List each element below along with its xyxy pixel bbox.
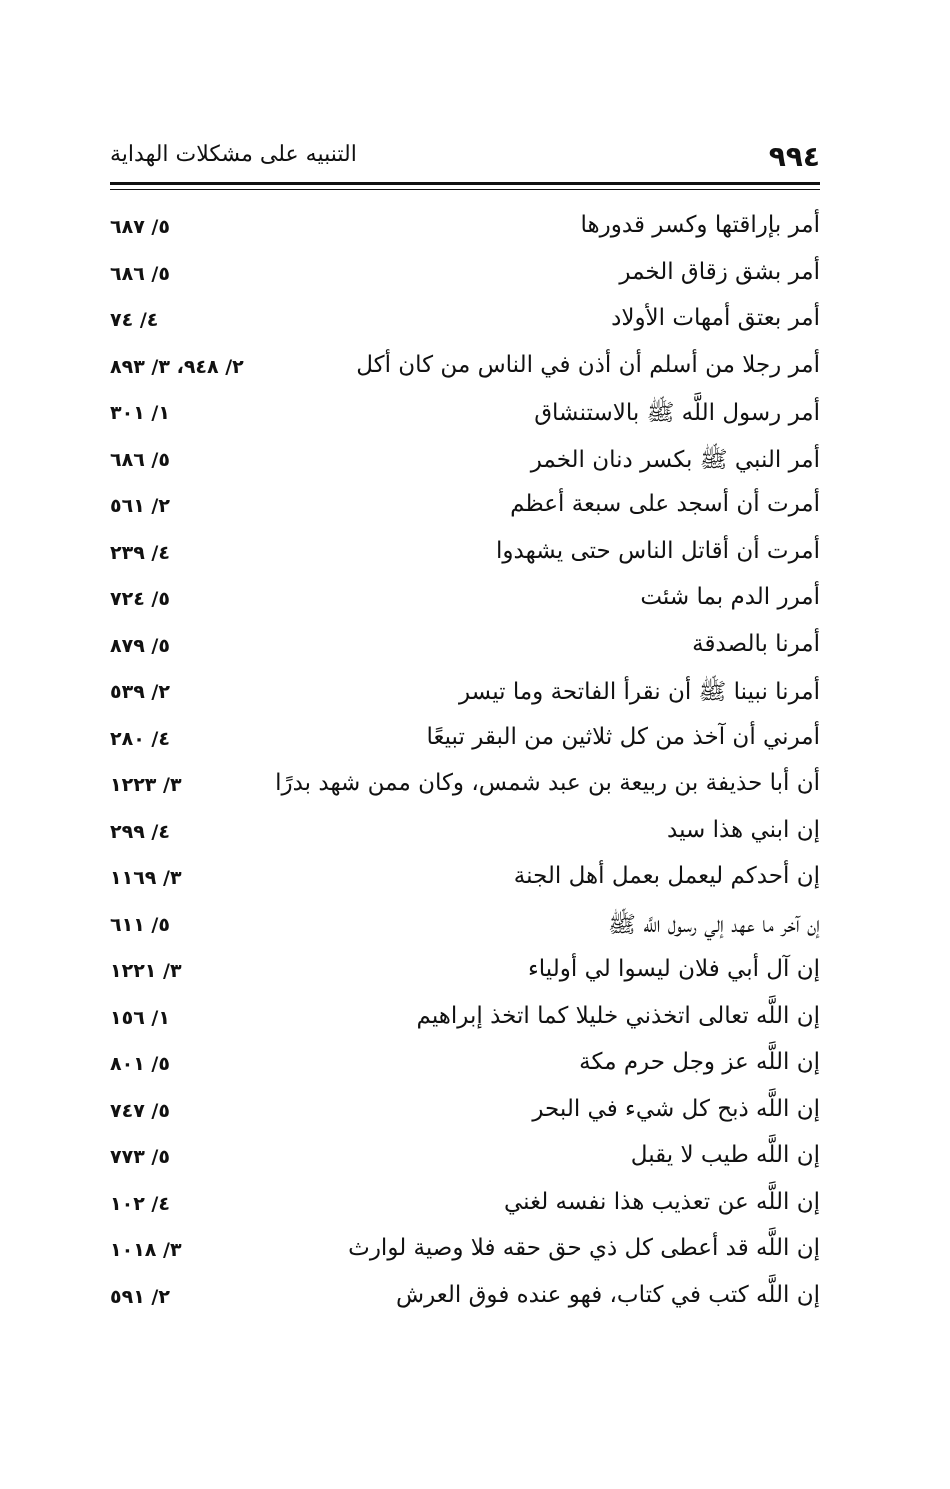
hadith-text: أمر رسول اللَّه ﷺ بالاستنشاق (534, 400, 820, 426)
running-title: التنبيه على مشكلات الهداية (110, 142, 357, 167)
index-entry (110, 532, 820, 579)
index-entry (110, 904, 820, 951)
hadith-text: إن اللَّه كتب في كتاب، فهو عنده فوق العرش (396, 1281, 820, 1308)
hadith-text: أمر رجلا من أسلم أن أذن في الناس من كان أكل (356, 351, 820, 378)
volume-page-ref: ٥/ ٨٠١ (110, 1053, 170, 1075)
hadith-text: أن أبا حذيفة بن ربيعة بن عبد شمس، وكان ممن شهد بدرًا (275, 770, 820, 796)
index-entry (110, 950, 820, 997)
index-entry (110, 764, 820, 811)
index-entry (110, 392, 820, 439)
hadith-text: أمر بإراقتها وكسر قدورها (580, 212, 820, 238)
volume-page-ref: ٥/ ٧٢٤ (110, 588, 170, 610)
volume-page-ref: ٥/ ٧٧٣ (110, 1146, 170, 1168)
hadith-text: إن آخر ما عهد إلي رسول اللَّه ﷺ (608, 911, 820, 938)
hadith-text: أمرر الدم بما شئت (640, 584, 820, 610)
volume-page-ref: ٤/ ٢٣٩ (110, 541, 170, 564)
volume-page-ref: ٥/ ٦٨٦ (110, 448, 170, 471)
index-entry (110, 1183, 820, 1230)
index-entries (110, 206, 820, 1322)
hadith-text: إن اللَّه عز وجل حرم مكة (579, 1049, 820, 1075)
volume-page-ref: ٢/ ٥٦١ (110, 495, 170, 517)
hadith-text: إن ابني هذا سيد (667, 816, 820, 843)
volume-page-ref: ٣/ ١٠١٨ (110, 1239, 182, 1261)
index-entry (110, 1276, 820, 1323)
volume-page-ref: ٥/ ٨٧٩ (110, 634, 170, 657)
index-entry (110, 253, 820, 300)
index-entry (110, 857, 820, 904)
volume-page-ref: ٣/ ١١٦٩ (110, 867, 182, 889)
hadith-text: إن اللَّه طيب لا يقبل (630, 1142, 820, 1168)
hadith-text: أمرت أن أسجد على سبعة أعظم (510, 491, 820, 517)
hadith-text: أمرت أن أقاتل الناس حتى يشهدوا (496, 537, 820, 564)
index-entry (110, 485, 820, 532)
index-entry (110, 1229, 820, 1276)
index-entry (110, 671, 820, 718)
volume-page-ref: ٤/ ١٠٢ (110, 1192, 170, 1215)
hadith-text: أمرنا بالصدقة (692, 630, 820, 657)
index-entry (110, 299, 820, 346)
index-entry (110, 811, 820, 858)
index-entry (110, 1090, 820, 1137)
index-entry (110, 1043, 820, 1090)
hadith-text: أمر بعتق أمهات الأولاد (611, 305, 820, 331)
hadith-text: إن اللَّه قد أعطى كل ذي حق حقه فلا وصية لوارث (348, 1235, 820, 1261)
index-entry (110, 578, 820, 625)
volume-page-ref: ٤/ ٧٤ (110, 309, 159, 331)
hadith-text: إن اللَّه تعالى اتخذني خليلا كما اتخذ إبراهيم (416, 1002, 820, 1029)
volume-page-ref: ١/ ٣٠١ (110, 402, 170, 424)
index-entry (110, 625, 820, 672)
hadith-text: إن أحدكم ليعمل بعمل أهل الجنة (513, 863, 820, 889)
index-entry (110, 1136, 820, 1183)
hadith-text: أمر بشق زقاق الخمر (619, 258, 820, 285)
volume-page-ref: ٣/ ١٢٢١ (110, 960, 182, 982)
volume-page-ref: ٤/ ٢٨٠ (110, 727, 170, 750)
volume-page-ref: ٥/ ٦٨٧ (110, 216, 170, 238)
hadith-text: إن آل أبي فلان ليسوا لي أولياء (527, 956, 820, 982)
header-rule-thin (110, 189, 820, 190)
hadith-text: أمرنا نبينا ﷺ أن نقرأ الفاتحة وما تيسر (458, 679, 820, 705)
volume-page-ref: ٥/ ٧٤٧ (110, 1099, 170, 1122)
header-rule-thick (110, 182, 820, 185)
index-entry (110, 718, 820, 765)
hadith-text: إن اللَّه عن تعذيب هذا نفسه لغني (504, 1188, 820, 1215)
hadith-text: إن اللَّه ذبح كل شيء في البحر (532, 1095, 820, 1122)
hadith-text: أمر النبي ﷺ بكسر دنان الخمر (530, 446, 820, 473)
volume-page-ref: ٣/ ١٢٢٣ (110, 774, 182, 796)
page-header (110, 138, 820, 178)
volume-page-ref: ٢/ ٥٩١ (110, 1285, 170, 1308)
volume-page-ref: ١/ ١٥٦ (110, 1006, 170, 1029)
index-entry (110, 439, 820, 486)
index-entry (110, 997, 820, 1044)
index-entry (110, 346, 820, 393)
volume-page-ref: ٥/ ٦١١ (110, 913, 170, 936)
index-entry (110, 206, 820, 253)
volume-page-ref: ٤/ ٢٩٩ (110, 820, 170, 843)
volume-page-ref: ٢/ ٥٣٩ (110, 681, 170, 703)
page-number: ٩٩٤ (768, 140, 820, 173)
volume-page-ref: ٥/ ٦٨٦ (110, 262, 170, 285)
hadith-text: أمرني أن آخذ من كل ثلاثين من البقر تبيعًا (426, 723, 820, 750)
volume-page-ref: ٢/ ٩٤٨، ٣/ ٨٩٣ (110, 355, 244, 378)
